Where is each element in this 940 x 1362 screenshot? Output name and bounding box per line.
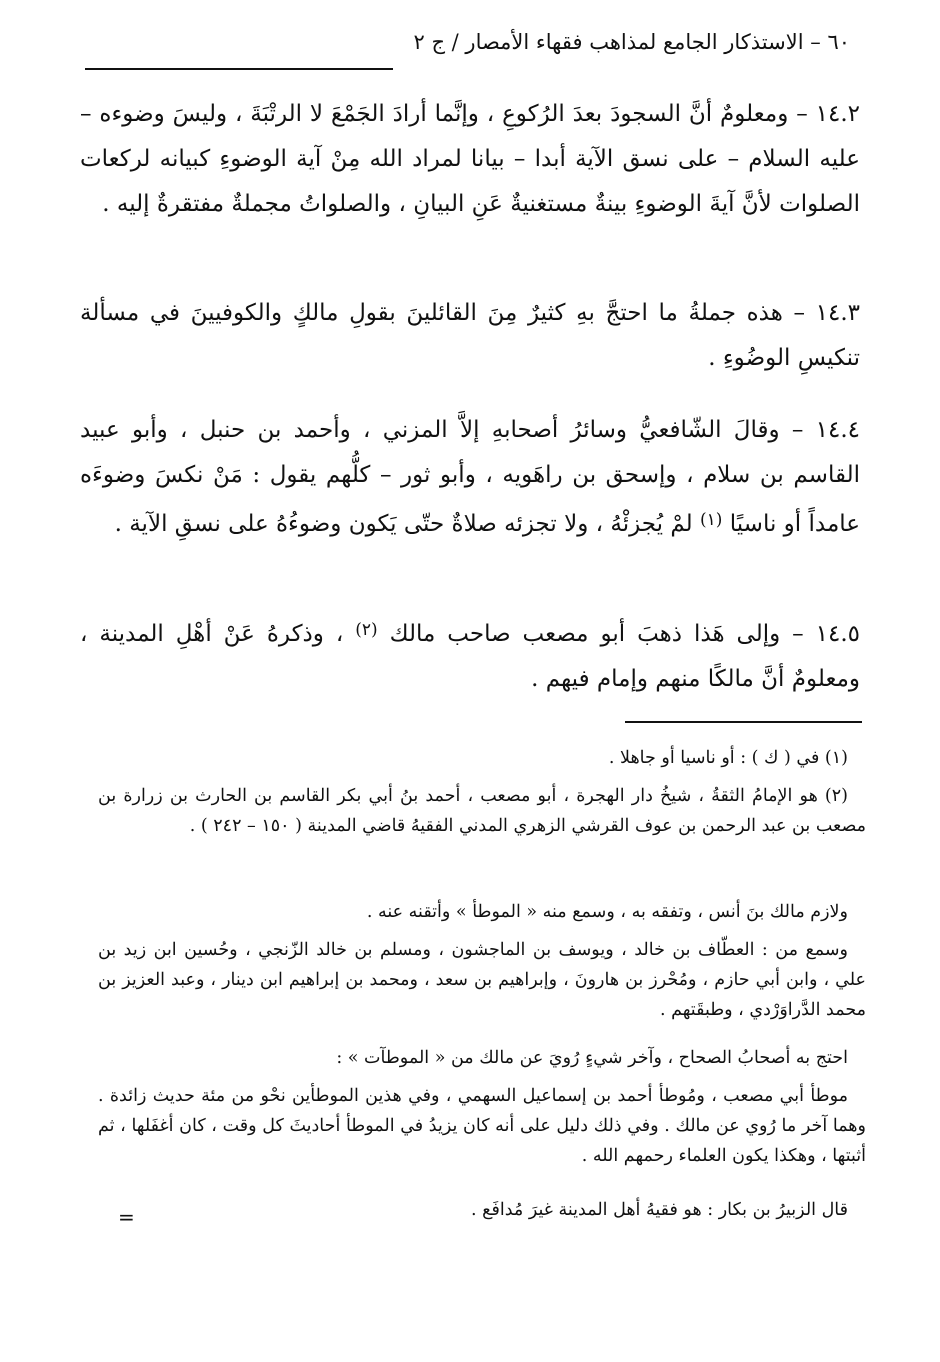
- continuation-mark: =: [118, 1205, 135, 1229]
- footnote-2-paragraph-4: [98, 1043, 866, 1073]
- footnote-ref-1: (١): [700, 510, 723, 530]
- paragraph-number: ١٤.٤: [815, 417, 860, 443]
- paragraph-dash: –: [780, 621, 804, 647]
- footnote-2-paragraph-5: [98, 1081, 866, 1171]
- footnote-2-paragraph-3: [98, 935, 866, 1025]
- footnote-ref-2: (٢): [355, 620, 378, 640]
- paragraph-text-continued: لمْ يُجزئْهُ ، ولا تجزئه صلاةٌ حتّى يَكون وضوءُهُ على نسقِ الآية .: [114, 511, 693, 537]
- paragraph-text: وإلى هَذا ذهبَ أبو مصعب صاحب مالك: [389, 621, 781, 647]
- footnote-text: (١) في ( ك ) : أو ناسيا أو جاهلا .: [608, 748, 848, 768]
- paragraph-dash: –: [779, 417, 804, 443]
- paragraph-number: ١٤.٢: [815, 101, 861, 127]
- paragraph-14-3: [80, 291, 860, 381]
- paragraph-14-5: [80, 608, 860, 702]
- paragraph-text-continued: ، وذكرهُ عَنْ أهْلِ المدينة ، ومعلومٌ أنَّ مالكًا منهم وإمام فيهم .: [80, 621, 860, 692]
- footnote-1: [98, 743, 866, 773]
- page-number: ٦٠: [827, 30, 850, 54]
- paragraph-14-4: [80, 408, 860, 547]
- footnote-2: [98, 781, 866, 841]
- paragraph-dash: –: [788, 101, 808, 127]
- running-header: [380, 30, 850, 54]
- footnote-2-paragraph-6: [98, 1195, 866, 1225]
- footnote-text: احتج به أصحابُ الصحاح ، وآخر شيءٍ رُويَ عن مالك من « الموطآت » :: [336, 1048, 848, 1068]
- header-dash: –: [803, 30, 821, 54]
- paragraph-number: ١٤.٣: [815, 300, 860, 326]
- paragraph-number: ١٤.٥: [815, 621, 860, 647]
- footnote-2-paragraph-2: [98, 897, 866, 927]
- footnote-rule: [625, 721, 862, 723]
- footnote-text: وسمع من : العطّاف بن خالد ، ويوسف بن الماجشون ، ومسلم بن خالد الزّنجي ، وحُسين ابن زيد بن علي ، وابن أبي حازم ، ومُحْرز بن هارونَ ، وإبراهيم بن سعد ، ومحمد بن إبراهيم ابن دينار ، وعبد العزيز بن محمد الدَّراوَرْدي ، وطبقَتهم .: [98, 940, 866, 1020]
- running-title: الاستذكار الجامع لمذاهب فقهاء الأمصار / ج ٢: [413, 30, 804, 54]
- paragraph-text: وقالَ الشّافعيُّ وسائرُ أصحابهِ إلاَّ المزني ، وأحمد بن حنبل ، وأبو عبيد القاسم بن سلام ، وإسحق بن راهَويه ، وأبو ثور – كلُّهم يقول : مَنْ نكسَ وضوءَه عامداً أو ناسيًا: [80, 417, 860, 537]
- paragraph-text: ومعلومٌ أنَّ السجودَ بعدَ الرُكوعِ ، وإنَّما أرادَ الجَمْعَ لا الرتْبَةَ ، وليسَ وضوءه – عليه السلام – على نسق الآية أبدا – بيانا لمراد الله مِنْ آية الوضوءِ كبيانه لركعات الصلوات لأنَّ آيةَ الوضوءِ بينةٌ مستغنيةٌ عَنِ البيانِ ، والصلواتُ مجملةٌ مفتقرةٌ إليه .: [80, 101, 860, 217]
- paragraph-text: هذه جملةُ ما احتجَّ بهِ كثيرٌ مِنَ القائلينَ بقولِ مالكٍ والكوفيينَ في مسألة تنكيسِ الوضُوءِ .: [80, 300, 860, 371]
- header-rule: [85, 68, 393, 70]
- paragraph-dash: –: [782, 300, 805, 326]
- footnote-text: (٢) هو الإمامُ الثقةُ ، شيخُ دار الهجرة ، أبو مصعب ، أحمد بنُ أبي بكر القاسم بن الحارث بن زرارة بن مصعب بن عبد الرحمن بن عوف القرشي الزهري المدني الفقيهُ قاضي المدينة ( ١٥٠ – ٢٤٢ ) .: [98, 786, 866, 836]
- footnote-text: ولازم مالك بنَ أنس ، وتفقه به ، وسمع منه « الموطأ » وأتقنه عنه .: [366, 902, 848, 922]
- footnote-text: قال الزبيرُ بن بكار : هو فقيهُ أهل المدينة غيرَ مُدافَع .: [471, 1200, 848, 1220]
- footnote-text: موطأ أبي مصعب ، ومُوطأ أحمد بن إسماعيل السهمي ، وفي هذين الموطأين نحْو من مئة حديث زائدة . وهما آخر ما رُوي عن مالك . وفي ذلك دليل على أنه كان يزيدُ في الموطأ أحاديثَ كل وقت ، كان أغفَلها ، ثم أثبتها ، وهكذا يكون العلماء رحمهم الله .: [98, 1086, 866, 1166]
- paragraph-14-2: [80, 92, 860, 227]
